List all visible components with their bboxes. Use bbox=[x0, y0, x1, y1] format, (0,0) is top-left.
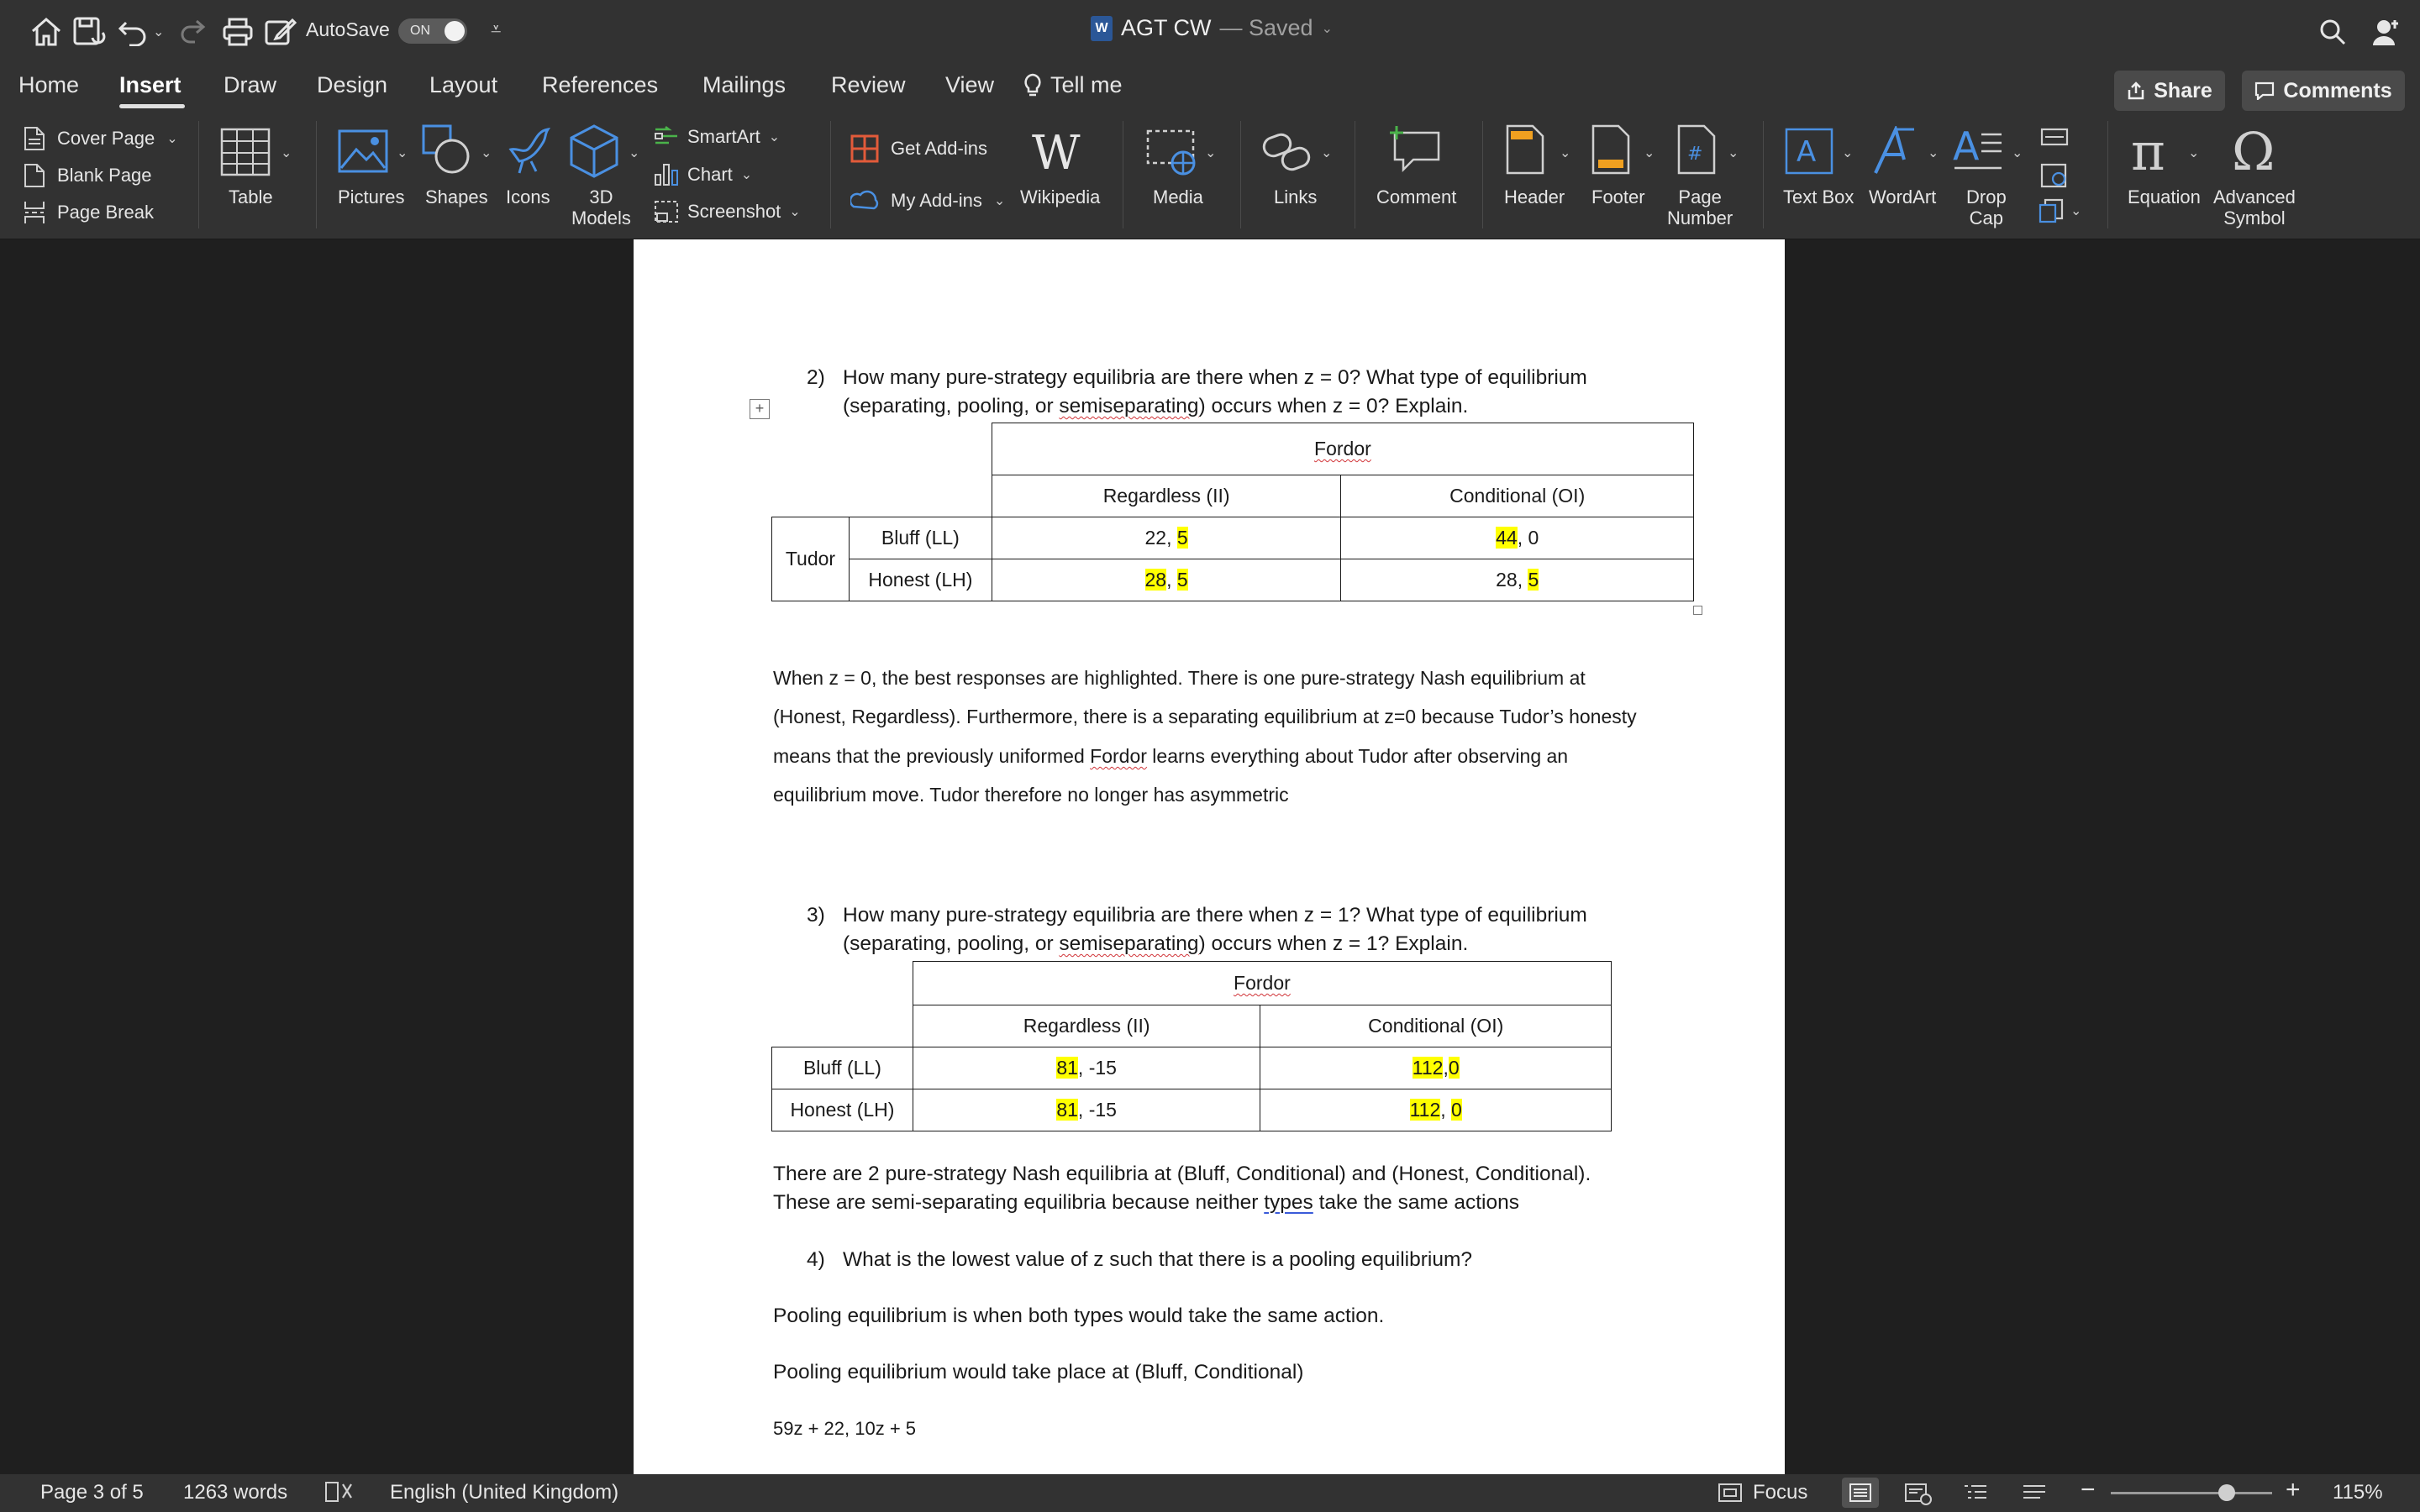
focus-label: Focus bbox=[1753, 1481, 1808, 1504]
search-icon[interactable] bbox=[2319, 13, 2346, 50]
payoff-value: , bbox=[1166, 569, 1177, 591]
language-indicator[interactable]: English (United Kingdom) bbox=[390, 1481, 619, 1504]
comment-add-icon bbox=[1388, 124, 1442, 175]
tab-tell-me[interactable] bbox=[1023, 72, 1123, 98]
chevron-down-icon[interactable]: ⌄ bbox=[281, 146, 292, 160]
empty-cell bbox=[772, 423, 850, 475]
group-divider bbox=[830, 121, 831, 228]
title-bar bbox=[0, 0, 2420, 64]
row-header-honest: Honest (LH) bbox=[849, 559, 992, 601]
blank-page-icon bbox=[24, 163, 45, 188]
answer-paragraph-line: 59z + 22, 10z + 5 bbox=[773, 1418, 917, 1439]
best-response-highlight: 0 bbox=[1451, 1099, 1462, 1121]
cover-page-icon bbox=[24, 126, 45, 151]
answer-paragraph-line bbox=[773, 1191, 1519, 1215]
autosave-state: ON bbox=[410, 24, 430, 38]
focus-button[interactable] bbox=[1718, 1481, 1807, 1504]
table-icon bbox=[220, 128, 271, 176]
empty-cell bbox=[772, 962, 913, 1005]
tell-me-label: Tell me bbox=[1050, 72, 1123, 97]
text-box-label: Text Box bbox=[1783, 186, 1854, 207]
cube-icon bbox=[570, 124, 618, 178]
payoff-cell bbox=[1260, 1047, 1612, 1089]
screenshot-button[interactable] bbox=[654, 200, 801, 223]
chevron-down-icon: ⌄ bbox=[993, 194, 1006, 208]
payoff-value: , bbox=[1443, 1057, 1449, 1079]
chevron-down-icon[interactable]: ⌄ bbox=[1321, 146, 1333, 160]
wikipedia-icon[interactable]: W bbox=[1032, 126, 1081, 181]
svg-text:A: A bbox=[1797, 135, 1817, 169]
zoom-level[interactable]: 115% bbox=[2333, 1481, 2383, 1504]
q4-text: What is the lowest value of z such that there is a pooling equilibrium? bbox=[843, 1248, 1473, 1271]
edit-icon[interactable] bbox=[264, 13, 297, 50]
col-header-conditional: Conditional (OI) bbox=[1341, 475, 1694, 517]
group-divider bbox=[2107, 121, 2108, 228]
best-response-highlight: 44 bbox=[1496, 527, 1518, 549]
draft-view-button[interactable] bbox=[2022, 1483, 2047, 1509]
payoff-value: 28, bbox=[1496, 569, 1528, 591]
picture-icon bbox=[338, 129, 388, 173]
best-response-highlight: 112 bbox=[1409, 1099, 1441, 1121]
chevron-down-icon[interactable]: ⌄ bbox=[1928, 146, 1939, 160]
payoff-cell bbox=[1260, 1089, 1612, 1131]
zoom-in-button[interactable]: + bbox=[2286, 1476, 2301, 1504]
payoff-value: 22, bbox=[1144, 527, 1177, 549]
payoff-cell bbox=[992, 559, 1341, 601]
shapes-icon bbox=[422, 124, 472, 175]
group-divider bbox=[1763, 121, 1764, 228]
answer-paragraph-line: When z = 0, the best responses are highlighted. There is one pure-strategy Nash equilibrium at bbox=[773, 667, 1586, 689]
chevron-down-icon: ⌄ bbox=[768, 130, 781, 144]
q3-line1: How many pure-strategy equilibria are there when z = 1? What type of equilibrium bbox=[843, 904, 1587, 927]
doc-title-text: AGT CW bbox=[1121, 15, 1212, 40]
spelling-flag[interactable]: semiseparating bbox=[1059, 395, 1199, 417]
chevron-down-icon[interactable]: ⌄ bbox=[1728, 146, 1739, 160]
page-count[interactable]: Page 3 of 5 bbox=[40, 1481, 144, 1504]
q4-number: 4) bbox=[807, 1248, 825, 1271]
best-response-highlight: 112 bbox=[1412, 1057, 1444, 1079]
proofing-icon[interactable] bbox=[324, 1481, 355, 1509]
svg-text:#: # bbox=[1687, 144, 1703, 165]
autosave-toggle[interactable] bbox=[398, 18, 467, 44]
share-button[interactable] bbox=[2114, 71, 2225, 111]
document-page[interactable] bbox=[634, 239, 1785, 1474]
group-divider bbox=[316, 121, 317, 228]
col-header-conditional: Conditional (OI) bbox=[1260, 1005, 1612, 1047]
pictures-button[interactable] bbox=[338, 129, 388, 177]
get-addins-button[interactable] bbox=[850, 134, 987, 163]
ribbon-tab-bar bbox=[0, 64, 2420, 111]
new-comment-button[interactable] bbox=[1388, 124, 1442, 179]
word-doc-icon: W bbox=[1091, 16, 1113, 41]
header-label: Header bbox=[1504, 186, 1565, 207]
outline-icon bbox=[1963, 1483, 1988, 1504]
page-break-icon bbox=[24, 200, 45, 225]
payoff-cell bbox=[1341, 517, 1694, 559]
screenshot-label: Screenshot bbox=[687, 201, 781, 222]
answer-paragraph-line: equilibrium move. Tudor therefore no longer has asymmetric bbox=[773, 784, 1289, 806]
bird-icon bbox=[506, 124, 555, 176]
chart-button[interactable] bbox=[654, 163, 752, 186]
q2-text: (separating, pooling, or bbox=[843, 395, 1060, 417]
answer-paragraph-line: Pooling equilibrium would take place at (Bluff, Conditional) bbox=[773, 1361, 1304, 1383]
player-tudor: Tudor bbox=[772, 517, 850, 601]
redo-icon bbox=[180, 13, 208, 50]
smartart-label: SmartArt bbox=[687, 126, 760, 147]
advanced-symbol-label: Advanced Symbol bbox=[2213, 186, 2296, 228]
tab-view[interactable]: View bbox=[945, 72, 995, 97]
paragraph-text: means that the previously uniformed bbox=[773, 745, 1091, 767]
blank-page-button[interactable] bbox=[24, 163, 152, 188]
links-label: Links bbox=[1274, 186, 1318, 207]
date-time-button[interactable] bbox=[2040, 161, 2069, 192]
footer-label: Footer bbox=[1591, 186, 1645, 207]
icons-label: Icons bbox=[506, 186, 550, 207]
svg-text:A: A bbox=[1953, 126, 1980, 169]
toggle-knob bbox=[445, 21, 465, 41]
smartart-icon bbox=[654, 126, 679, 148]
wikipedia-label[interactable]: Wikipedia bbox=[1020, 186, 1101, 207]
chevron-down-icon[interactable]: ⌄ bbox=[2012, 146, 2023, 160]
page-break-label: Page Break bbox=[57, 202, 154, 223]
spelling-flag[interactable]: semiseparating bbox=[1059, 932, 1199, 955]
empty-cell bbox=[772, 1005, 913, 1047]
q3-text: (separating, pooling, or bbox=[843, 932, 1060, 955]
shapes-label: Shapes bbox=[425, 186, 488, 207]
empty-cell bbox=[849, 423, 992, 475]
get-addins-label: Get Add-ins bbox=[891, 138, 987, 159]
media-label: Media bbox=[1153, 186, 1203, 207]
chevron-down-icon[interactable]: ⌄ bbox=[1842, 146, 1854, 160]
q3-text: ) occurs when z = 1? Explain. bbox=[1198, 932, 1469, 955]
best-response-highlight: 0 bbox=[1448, 1057, 1460, 1079]
3d-models-button[interactable] bbox=[570, 124, 618, 182]
tab-design[interactable]: Design bbox=[317, 72, 388, 97]
player-fordor: Fordor bbox=[1234, 972, 1291, 994]
payoff-value: , 0 bbox=[1517, 527, 1539, 549]
cover-page-button[interactable] bbox=[24, 126, 178, 151]
group-divider bbox=[198, 121, 199, 228]
chevron-down-icon[interactable]: ⌄ bbox=[2188, 146, 2200, 160]
screenshot-icon bbox=[654, 200, 679, 223]
word-count[interactable]: 1263 words bbox=[183, 1481, 288, 1504]
zoom-slider-thumb[interactable] bbox=[2218, 1484, 2235, 1501]
paragraph-text: take the same actions bbox=[1313, 1191, 1519, 1214]
tab-insert[interactable]: Insert bbox=[119, 72, 182, 97]
spelling-flag[interactable]: Fordor bbox=[1090, 745, 1147, 767]
web-layout-icon bbox=[1904, 1483, 1933, 1506]
best-response-highlight: 28 bbox=[1144, 569, 1167, 591]
col-header-regardless: Regardless (II) bbox=[992, 475, 1341, 517]
payoff-cell bbox=[913, 1089, 1260, 1131]
page-number-label: Page Number bbox=[1667, 186, 1733, 228]
status-bar bbox=[0, 1474, 2420, 1512]
best-response-highlight: 81 bbox=[1056, 1057, 1078, 1079]
header-icon bbox=[1506, 124, 1544, 175]
chevron-down-icon: ⌄ bbox=[1321, 21, 1333, 36]
wordart-button[interactable] bbox=[1870, 126, 1921, 179]
footer-icon bbox=[1591, 124, 1630, 175]
media-icon bbox=[1146, 129, 1200, 176]
payoff-cell bbox=[992, 517, 1341, 559]
bar-chart-icon bbox=[654, 163, 679, 186]
icons-button[interactable] bbox=[506, 124, 555, 181]
col-header-regardless: Regardless (II) bbox=[913, 1005, 1260, 1047]
answer-paragraph-line: (Honest, Regardless). Furthermore, there is a separating equilibrium at z=0 because Tudor’s honesty bbox=[773, 706, 1637, 727]
player-fordor: Fordor bbox=[1314, 438, 1371, 459]
chevron-down-icon[interactable]: ⌄ bbox=[397, 146, 408, 160]
save-icon[interactable] bbox=[72, 13, 106, 50]
text-box-button[interactable] bbox=[1785, 128, 1833, 179]
addins-icon bbox=[850, 188, 879, 213]
link-icon bbox=[1262, 131, 1313, 173]
customize-toolbar-icon[interactable]: ⩡ bbox=[491, 18, 502, 39]
paragraph-text: These are semi-separating equilibria because neither bbox=[773, 1191, 1265, 1214]
empty-cell bbox=[772, 475, 850, 517]
comments-button[interactable] bbox=[2242, 71, 2405, 111]
tab-mailings[interactable]: Mailings bbox=[702, 72, 786, 97]
empty-cell bbox=[849, 475, 992, 517]
chevron-down-icon[interactable]: ⌄ bbox=[1644, 146, 1655, 160]
undo-icon[interactable] bbox=[118, 13, 164, 50]
tab-home[interactable]: Home bbox=[18, 72, 80, 97]
payoff-value: , -15 bbox=[1077, 1099, 1117, 1121]
answer-paragraph-line bbox=[773, 745, 1568, 768]
q3-number: 3) bbox=[807, 904, 825, 927]
grammar-flag[interactable]: types bbox=[1264, 1191, 1313, 1214]
group-divider bbox=[1482, 121, 1483, 228]
store-icon bbox=[850, 134, 879, 163]
omega-icon[interactable]: Ω bbox=[2232, 121, 2275, 182]
tab-references[interactable]: References bbox=[542, 72, 659, 97]
q3-line2 bbox=[843, 932, 1468, 956]
autosave-label: AutoSave bbox=[306, 18, 390, 40]
best-response-highlight: 5 bbox=[1176, 569, 1188, 591]
text-box-icon bbox=[1785, 128, 1833, 175]
page-number-icon bbox=[1677, 124, 1716, 175]
chevron-down-icon[interactable]: ⌄ bbox=[1205, 146, 1217, 160]
signature-line-button[interactable] bbox=[2040, 126, 2069, 152]
group-divider bbox=[1240, 121, 1241, 228]
blank-page-label: Blank Page bbox=[57, 165, 152, 186]
document-title[interactable] bbox=[1091, 15, 1333, 41]
account-icon[interactable] bbox=[2371, 13, 2402, 50]
drop-cap-button[interactable] bbox=[1953, 126, 2003, 179]
shapes-button[interactable] bbox=[422, 124, 472, 179]
comment-icon bbox=[2254, 81, 2275, 100]
my-addins-label: My Add-ins bbox=[891, 190, 982, 211]
chevron-down-icon[interactable]: ⌄ bbox=[1560, 146, 1571, 160]
pictures-label: Pictures bbox=[338, 186, 405, 207]
print-icon[interactable] bbox=[222, 13, 254, 50]
chart-label: Chart bbox=[687, 164, 733, 185]
q2-line2 bbox=[843, 395, 1468, 418]
table-button[interactable] bbox=[220, 128, 271, 181]
zoom-slider[interactable] bbox=[2111, 1492, 2272, 1494]
row-header-honest: Honest (LH) bbox=[772, 1089, 913, 1131]
doc-save-status: — Saved bbox=[1219, 15, 1313, 40]
header-button[interactable] bbox=[1506, 124, 1544, 179]
best-response-highlight: 5 bbox=[1528, 569, 1539, 591]
active-tab-indicator bbox=[119, 104, 185, 108]
drop-cap-label: Drop Cap bbox=[1966, 186, 2007, 228]
share-label: Share bbox=[2154, 78, 2212, 102]
lightbulb-icon bbox=[1023, 73, 1042, 98]
smartart-button[interactable] bbox=[654, 126, 780, 148]
object-button[interactable] bbox=[2039, 198, 2081, 223]
table-label: Table bbox=[229, 186, 273, 207]
tab-draw[interactable]: Draw bbox=[224, 72, 277, 97]
q2-line1: How many pure-strategy equilibria are there when z = 0? What type of equilibrium bbox=[843, 366, 1587, 389]
web-layout-view-button[interactable] bbox=[1904, 1483, 1933, 1510]
best-response-highlight: 5 bbox=[1176, 527, 1188, 549]
footer-button[interactable] bbox=[1591, 124, 1630, 179]
share-icon bbox=[2127, 81, 2145, 100]
answer-paragraph-line: There are 2 pure-strategy Nash equilibria at (Bluff, Conditional) and (Honest, Conditional). bbox=[773, 1163, 1591, 1185]
signature-line-icon bbox=[2040, 126, 2069, 148]
zoom-out-button[interactable]: − bbox=[2081, 1476, 2096, 1504]
q2-text: ) occurs when z = 0? Explain. bbox=[1198, 395, 1469, 417]
tab-layout[interactable]: Layout bbox=[429, 72, 498, 97]
outline-view-button[interactable] bbox=[1963, 1483, 1988, 1509]
best-response-highlight: 81 bbox=[1056, 1099, 1078, 1121]
chevron-down-icon[interactable]: ⌄ bbox=[629, 146, 640, 160]
document-canvas[interactable] bbox=[0, 239, 2420, 1474]
wordart-label: WordArt bbox=[1869, 186, 1937, 207]
answer-paragraph-line: Pooling equilibrium is when both types would take the same action. bbox=[773, 1305, 1385, 1327]
payoff-cell bbox=[913, 1047, 1260, 1089]
chevron-down-icon[interactable]: ⌄ bbox=[481, 146, 492, 160]
draft-icon bbox=[2022, 1483, 2047, 1504]
media-button[interactable] bbox=[1146, 129, 1200, 181]
print-layout-view-button[interactable] bbox=[1842, 1478, 1879, 1508]
payoff-table-z1 bbox=[771, 961, 1612, 1131]
row-header-bluff: Bluff (LL) bbox=[849, 517, 992, 559]
page-break-button[interactable] bbox=[24, 200, 154, 225]
paragraph-text: learns everything about Tudor after observing an bbox=[1146, 745, 1569, 767]
chevron-down-icon: ⌄ bbox=[789, 205, 801, 219]
object-icon bbox=[2039, 198, 2064, 223]
tab-review[interactable]: Review bbox=[831, 72, 906, 97]
table-cell bbox=[992, 423, 1693, 475]
links-button[interactable] bbox=[1262, 131, 1313, 177]
my-addins-button[interactable] bbox=[850, 188, 1005, 213]
pi-icon[interactable]: π bbox=[2131, 121, 2165, 182]
payoff-table-z0 bbox=[771, 423, 1694, 601]
focus-icon bbox=[1718, 1483, 1743, 1503]
drop-cap-icon bbox=[1953, 126, 2003, 175]
chevron-down-icon: ⌄ bbox=[166, 132, 178, 146]
payoff-value: , bbox=[1440, 1099, 1452, 1121]
page-number-button[interactable] bbox=[1677, 124, 1716, 179]
wordart-icon bbox=[1870, 126, 1921, 175]
comment-label: Comment bbox=[1376, 186, 1457, 207]
comments-label: Comments bbox=[2283, 78, 2392, 102]
chevron-down-icon[interactable]: ⌄ bbox=[153, 25, 165, 39]
table-cell bbox=[913, 962, 1611, 1005]
print-layout-icon bbox=[1849, 1483, 1872, 1503]
equation-label: Equation bbox=[2128, 186, 2201, 207]
q2-number: 2) bbox=[807, 366, 825, 389]
calendar-icon bbox=[2040, 161, 2069, 188]
table-move-handle-icon[interactable]: + bbox=[750, 399, 770, 419]
chevron-down-icon: ⌄ bbox=[740, 168, 753, 182]
payoff-value: , -15 bbox=[1077, 1057, 1117, 1079]
table-resize-handle[interactable] bbox=[1693, 606, 1702, 615]
home-icon[interactable] bbox=[30, 13, 62, 50]
insert-ribbon bbox=[0, 111, 2420, 239]
row-header-bluff: Bluff (LL) bbox=[772, 1047, 913, 1089]
chevron-down-icon: ⌄ bbox=[2070, 204, 2082, 218]
payoff-cell bbox=[1341, 559, 1694, 601]
3d-models-label: 3D Models bbox=[571, 186, 631, 228]
cover-page-label: Cover Page bbox=[57, 128, 155, 149]
